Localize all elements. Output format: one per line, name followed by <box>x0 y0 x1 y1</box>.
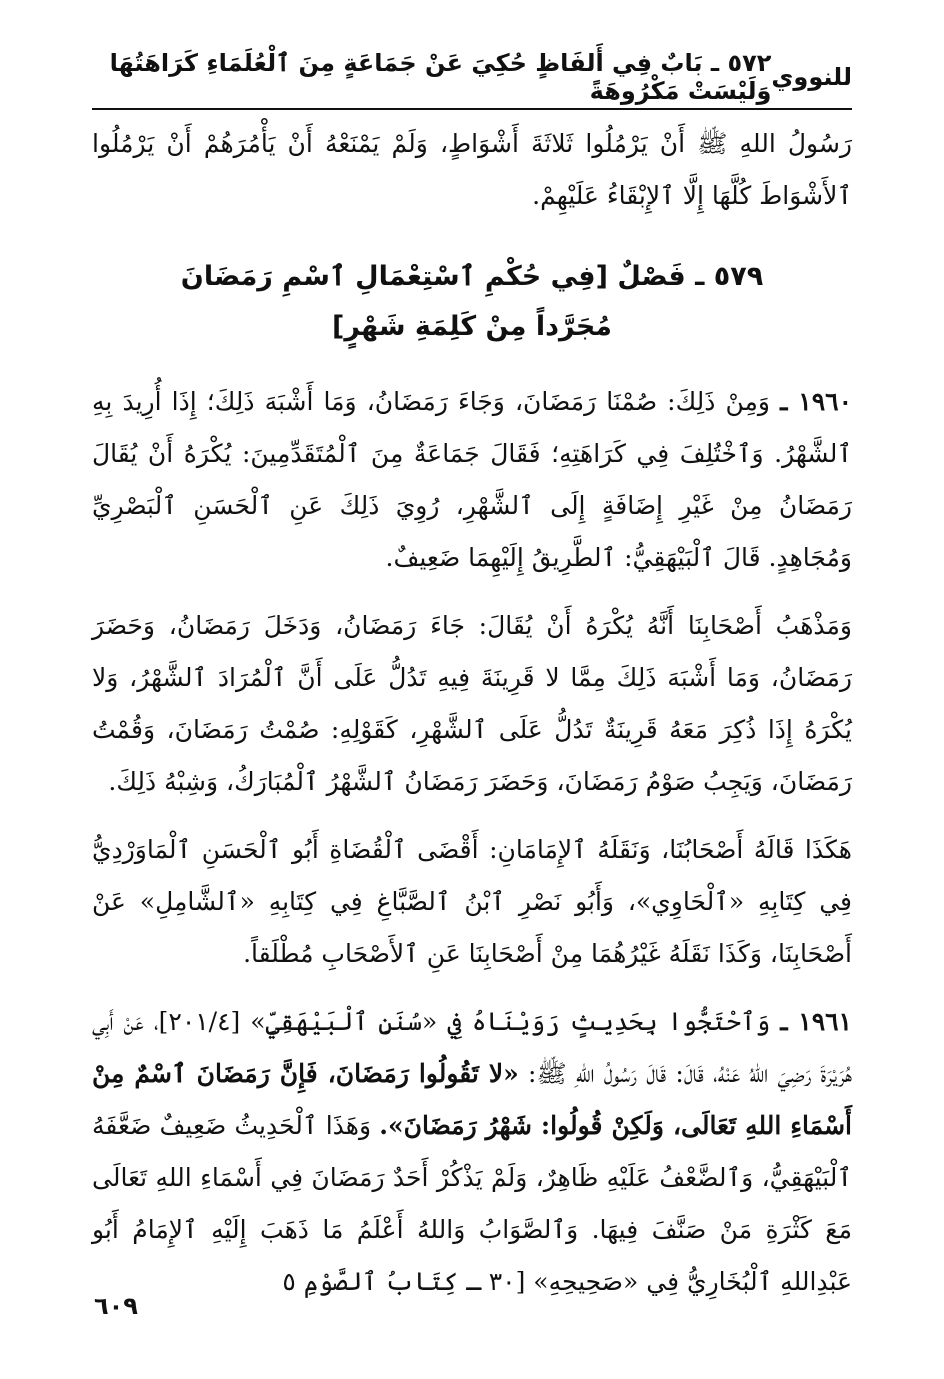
paragraph-hakadha: هَكَذَا قَالَهُ أَصْحَابُنَا، وَنَقَلَهُ ٱلإِمَامَانِ: أَقْضَى ٱلْقُضَاةِ أَبُو ٱلْحَسَنِ ٱلْمَاوَرْدِيُّ فِي كِتَابِهِ «ٱلْحَاوِي»، وَأَبُو نَصْرِ ٱبْنُ ٱلصَّبَّاغِ فِي كِتَابِهِ «ٱلشَّامِلِ» عَنْ أَصْحَابِنَا، وَكَذَا نَقَلَهُ غَيْرُهُمَا مِنْ أَصْحَابِنَا عَنِ ٱلأَصْحَابِ مُطْلَقاً. <box>92 835 852 968</box>
paragraph-1960 <box>92 376 852 584</box>
opening-paragraph: رَسُولُ اللهِ ﷺ أَنْ يَرْمُلُوا ثَلاثَةَ أَشْوَاطٍ، وَلَمْ يَمْنَعْهُ أَنْ يَأْمُرَهُمْ أَنْ يَرْمُلُوا ٱلأَشْوَاطَ كُلَّهَا إِلَّا ٱلإِبْقَاءُ عَلَيْهِمْ. <box>92 129 852 210</box>
page-body <box>92 118 852 1308</box>
paragraph-madhhab: وَمَذْهَبُ أَصْحَابِنَا أَنَّهُ يُكْرَهُ أَنْ يُقَالَ: جَاءَ رَمَضَانُ، وَدَخَلَ رَمَضَانُ، وَحَضَرَ رَمَضَانُ، وَمَا أَشْبَهَ ذَلِكَ مِمَّا لا قَرِينَةَ فِيهِ تَدُلُّ عَلَى أَنَّ ٱلْمُرَادَ ٱلشَّهْرُ، وَلا يُكْرَهُ إِذَا ذُكِرَ مَعَهُ قَرِينَةٌ تَدُلُّ عَلَى ٱلشَّهْرِ، كَقَوْلِهِ: صُمْتُ رَمَضَانَ، وَقُمْتُ رَمَضَانَ، وَيَجِبُ صَوْمُ رَمَضَانَ، وَحَضَرَ رَمَضَانُ ٱلشَّهْرُ ٱلْمُبَارَكُ، وَشِبْهُ ذَلِكَ. <box>92 611 852 796</box>
section-heading-line-1: ٥٧٩ ـ فَصْلٌ [فِي حُكْمِ ٱسْتِعْمَالِ ٱسْمِ رَمَضَانَ <box>180 261 764 292</box>
author-name: للنووي <box>771 63 852 91</box>
paragraph-number-1960: ١٩٦٠ ـ <box>780 387 852 416</box>
paragraph-number-1961: ١٩٦١ ـ <box>780 1007 852 1036</box>
paragraph-1960-text: وَمِنْ ذَلِكَ: صُمْنَا رَمَضَانَ، وَجَاءَ رَمَضَانُ، وَمَا أَشْبَهَ ذَلِكَ؛ إِذَا أُرِيدَ بِهِ ٱلشَّهْرُ. وَٱخْتُلِفَ فِي كَرَاهَتِهِ؛ فَقَالَ جَمَاعَةٌ مِنَ ٱلْمُتَقَدِّمِينَ: يُكْرَهُ أَنْ يُقَالَ رَمَضَانُ مِنْ غَيْرِ إِضَافَةٍ إِلَى ٱلشَّهْرِ، رُوِيَ ذَلِكَ عَنِ ٱلْحَسَنِ ٱلْبَصْرِيِّ وَمُجَاهِدٍ. قَالَ ٱلْبَيْهَقِيُّ: ٱلطَّرِيقُ إِلَيْهِمَا ضَعِيفٌ. <box>92 387 852 572</box>
paragraph-1961-rest: وَهَذَا ٱلْحَدِيثُ ضَعِيفٌ ضَعَّفَهُ ٱلْبَيْهَقِيُّ، وَٱلضَّعْفُ عَلَيْهِ ظَاهِرٌ، وَلَمْ يَذْكُرْ أَحَدٌ رَمَضَانَ فِي أَسْمَاءِ اللهِ تَعَالَى مَعَ كَثْرَةِ مَنْ صَنَّفَ فِيهَا. وَٱلصَّوَابُ وَاللهُ أَعْلَمُ مَا ذَهَبَ إِلَيْهِ ٱلإِمَامُ أَبُو عَبْدِاللهِ ٱلْبُخَارِيُّ فِي «صَحِيحِهِ» [٣٠ ـ كِتَابُ ٱلصَّوْمِ ٥ <box>92 1111 852 1296</box>
paragraph-1961-intro: وَٱحْتَجُّوا بِحَدِيثٍ رَوَيْنَاهُ فِي «سُنَنِ ٱلْبَيْهَقِيِّ» [٢٠١/٤]، عَنْ أَبِي هُرَيْرَةَ رَضِيَ اللهُ عَنْهُ، قَالَ: قَالَ رَسُولُ اللهِ ﷺ: <box>92 1007 852 1088</box>
running-header <box>92 49 852 105</box>
hadith-quote: «لا تَقُولُوا رَمَضَانَ، فَإِنَّ رَمَضَانَ ٱسْمٌ مِنْ أَسْمَاءِ اللهِ تَعَالَى، وَلَكِنْ قُولُوا: شَهْرُ رَمَضَانَ». <box>92 1059 853 1140</box>
header-rule <box>92 108 852 110</box>
page-number: ٦٠٩ <box>94 1292 138 1320</box>
section-heading-line-2: مُجَرَّداً مِنْ كَلِمَةِ شَهْرٍ] <box>331 311 612 342</box>
paragraph-1961 <box>92 996 852 1308</box>
section-heading <box>92 252 852 352</box>
chapter-title: ٥٧٢ ـ بَابٌ فِي أَلفَاظٍ حُكِيَ عَنْ جَمَاعَةٍ مِنَ ٱلْعُلَمَاءِ كَرَاهَتُهَا وَلَيْسَتْ مَكْرُوهَةً <box>109 49 772 105</box>
